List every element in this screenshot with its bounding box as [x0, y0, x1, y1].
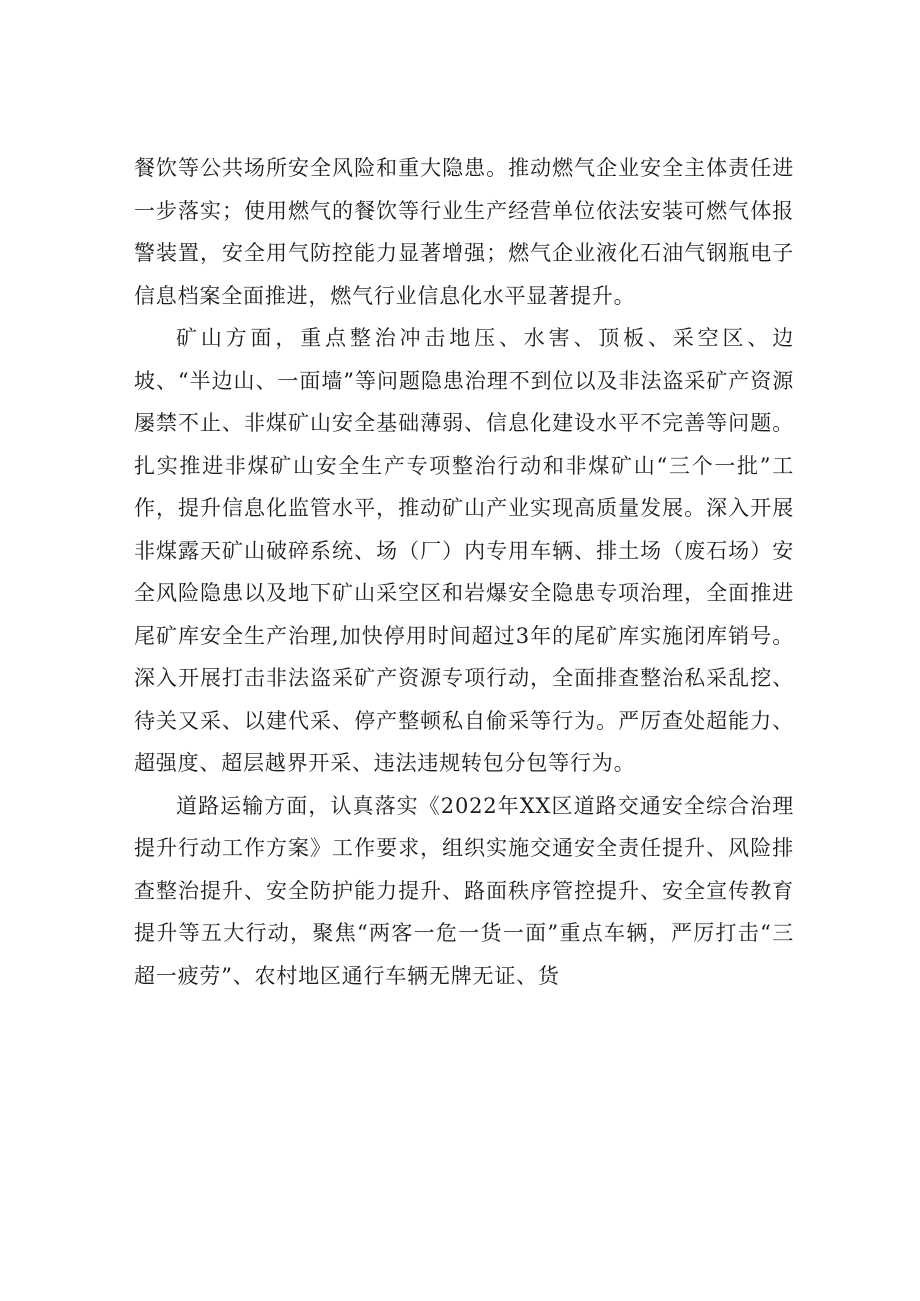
paragraph-mining: 矿山方面，重点整治冲击地压、水害、顶板、采空区、边坡、“半边山、一面墙”等问题隐患治理不到位以及非法盗采矿产资源屡禁不止、非煤矿山安全基础薄弱、信息化建设水平不完善等问题。扎实推进非煤矿山安全生产专项整治行动和非煤矿山“三个一批”工作，提升信息化监管水平，推动矿山产业实现高质量发展。深入开展非煤露天矿山破碎系统、场（厂）内专用车辆、排土场（废石场）安全风险隐患以及地下矿山采空区和岩爆安全隐患专项治理，全面推进尾矿库安全生产治理,加快停用时间超过3年的尾矿库实施闭库销号。深入开展打击非法盗采矿产资源专项行动，全面排查整治私采乱挖、待关又采、以建代采、停产整顿私自偷采等行为。严厉查处超能力、超强度、超层越界开采、违法违规转包分包等行为。: [134, 326, 794, 775]
document-body: [134, 147, 794, 997]
paragraph-gas-safety: 餐饮等公共场所安全风险和重大隐患。推动燃气企业安全主体责任进一步落实；使用燃气的餐饮等行业生产经营单位依法安装可燃气体报警装置，安全用气防控能力显著增强；燃气企业液化石油气钢瓶电子信息档案全面推进，燃气行业信息化水平显著提升。: [134, 156, 794, 308]
paragraph-road-transport: 道路运输方面，认真落实《2022年XX区道路交通安全综合治理提升行动工作方案》工作要求，组织实施交通安全责任提升、风险排查整治提升、安全防护能力提升、路面秩序管控提升、安全宣传教育提升等五大行动，聚焦“两客一危一货一面”重点车辆，严厉打击“三超一疲劳”、农村地区通行车辆无牌无证、货: [134, 793, 794, 988]
